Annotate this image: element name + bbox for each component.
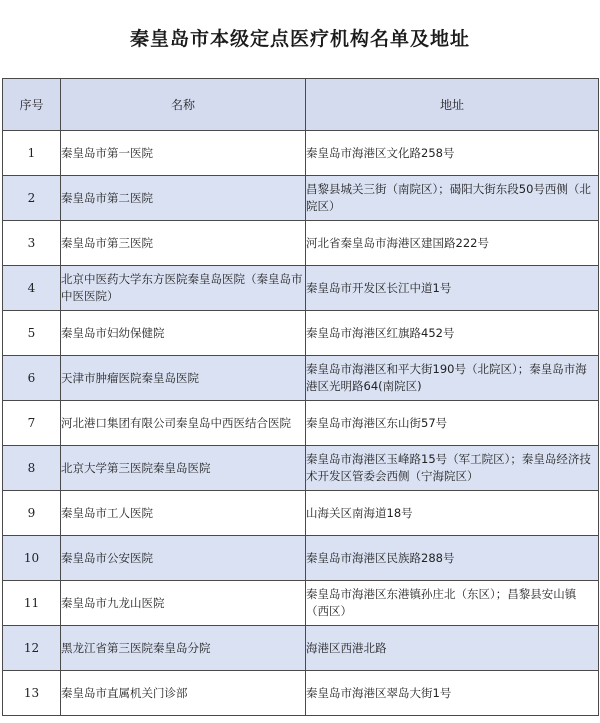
cell-name: 秦皇岛市直属机关门诊部: [61, 671, 306, 716]
cell-name: 天津市肿瘤医院秦皇岛医院: [61, 356, 306, 401]
cell-address: 秦皇岛市海港区和平大街190号（北院区）；秦皇岛市海港区光明路64(南院区): [306, 356, 599, 401]
cell-address: 秦皇岛市海港区翠岛大街1号: [306, 671, 599, 716]
table-row: [3, 356, 599, 401]
header-name: 名称: [61, 79, 306, 131]
table-row: [3, 536, 599, 581]
table-header-row: [3, 79, 599, 131]
cell-name: 秦皇岛市第三医院: [61, 221, 306, 266]
table-row: [3, 401, 599, 446]
cell-no: 10: [3, 536, 61, 581]
cell-no: 5: [3, 311, 61, 356]
cell-no: 7: [3, 401, 61, 446]
institution-table: [2, 78, 599, 716]
table-row: [3, 266, 599, 311]
cell-address: 河北省秦皇岛市海港区建国路222号: [306, 221, 599, 266]
page-title: 秦皇岛市本级定点医疗机构名单及地址: [129, 28, 470, 50]
table-row: [3, 491, 599, 536]
cell-name: 秦皇岛市第二医院: [61, 176, 306, 221]
cell-address: 昌黎县城关三街（南院区）；碣阳大街东段50号西侧（北院区）: [306, 176, 599, 221]
cell-no: 9: [3, 491, 61, 536]
table-row: [3, 581, 599, 626]
cell-name: 秦皇岛市妇幼保健院: [61, 311, 306, 356]
cell-no: 4: [3, 266, 61, 311]
header-address: 地址: [306, 79, 599, 131]
cell-address: 秦皇岛市海港区玉峰路15号（军工院区）；秦皇岛经济技术开发区管委会西侧（宁海院区）: [306, 446, 599, 491]
cell-name: 秦皇岛市第一医院: [61, 131, 306, 176]
cell-address: 秦皇岛市海港区文化路258号: [306, 131, 599, 176]
cell-name: 黑龙江省第三医院秦皇岛分院: [61, 626, 306, 671]
cell-name: 秦皇岛市工人医院: [61, 491, 306, 536]
cell-name: 北京中医药大学东方医院秦皇岛医院（秦皇岛市中医医院）: [61, 266, 306, 311]
header-no: 序号: [3, 79, 61, 131]
cell-no: 6: [3, 356, 61, 401]
cell-address: 海港区西港北路: [306, 626, 599, 671]
table-row: [3, 311, 599, 356]
cell-name: 北京大学第三医院秦皇岛医院: [61, 446, 306, 491]
cell-no: 13: [3, 671, 61, 716]
cell-no: 3: [3, 221, 61, 266]
cell-no: 1: [3, 131, 61, 176]
table-row: [3, 176, 599, 221]
cell-address: 秦皇岛市海港区东港镇孙庄北（东区）；昌黎县安山镇（西区）: [306, 581, 599, 626]
cell-address: 秦皇岛市海港区东山街57号: [306, 401, 599, 446]
cell-name: 秦皇岛市公安医院: [61, 536, 306, 581]
table-row: [3, 221, 599, 266]
cell-name: 秦皇岛市九龙山医院: [61, 581, 306, 626]
table-row: [3, 131, 599, 176]
table-row: [3, 626, 599, 671]
cell-address: 秦皇岛市海港区红旗路452号: [306, 311, 599, 356]
cell-no: 11: [3, 581, 61, 626]
cell-address: 秦皇岛市开发区长江中道1号: [306, 266, 599, 311]
cell-no: 2: [3, 176, 61, 221]
table-row: [3, 446, 599, 491]
cell-name: 河北港口集团有限公司秦皇岛中西医结合医院: [61, 401, 306, 446]
cell-no: 8: [3, 446, 61, 491]
cell-address: 秦皇岛市海港区民族路288号: [306, 536, 599, 581]
cell-no: 12: [3, 626, 61, 671]
cell-address: 山海关区南海道18号: [306, 491, 599, 536]
table-row: [3, 671, 599, 716]
